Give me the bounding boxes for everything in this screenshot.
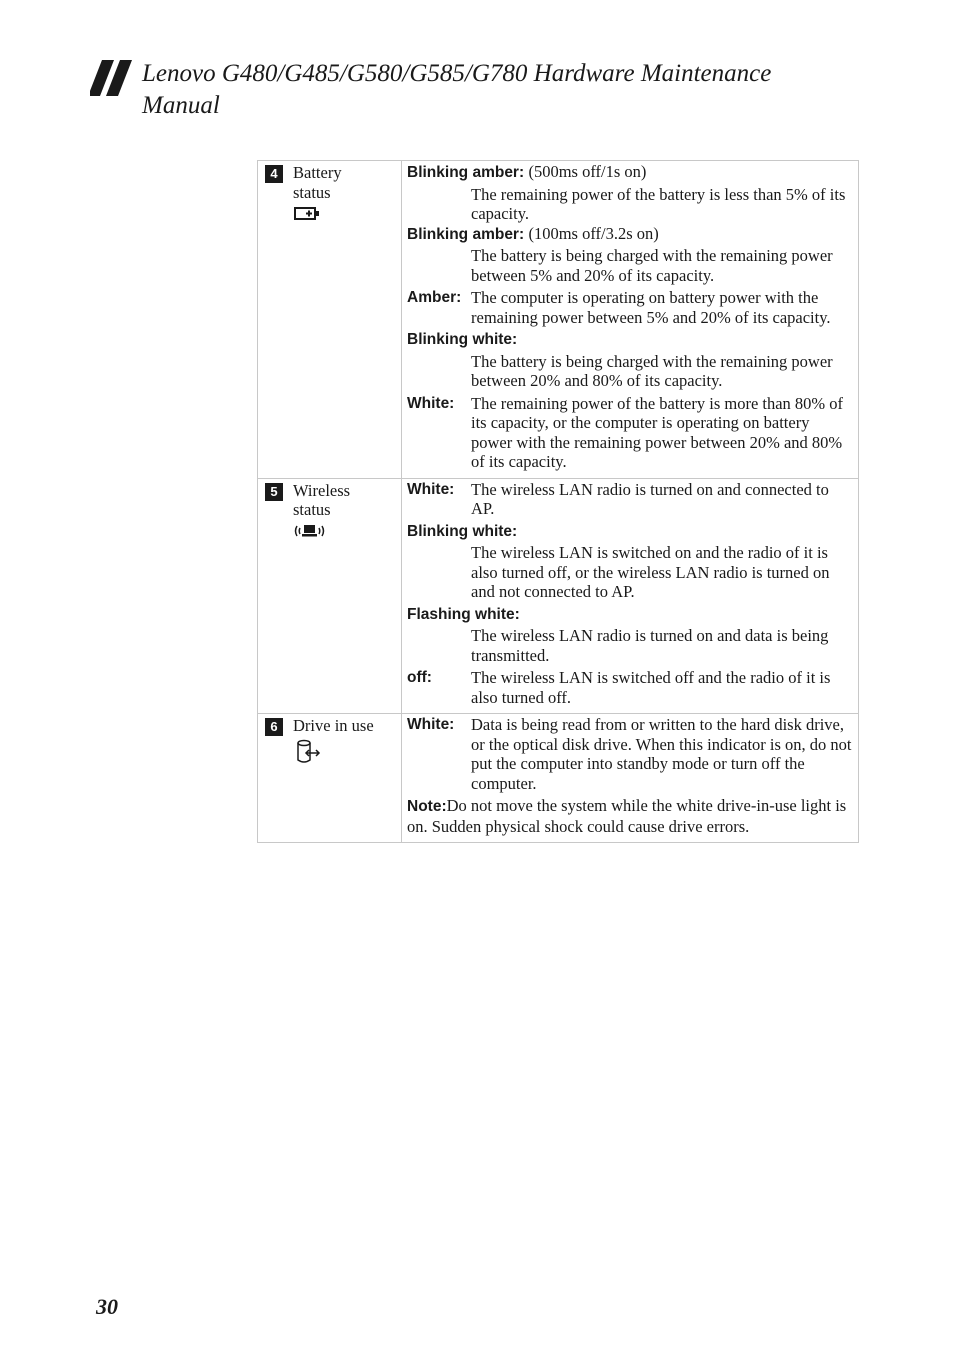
title-line-2: Manual xyxy=(142,92,220,119)
indicator-name: status xyxy=(293,500,331,519)
state-description: The wireless LAN radio is turned on and data is being transmitted. xyxy=(471,626,829,665)
indicator-description-cell xyxy=(402,478,859,714)
state-description: The wireless LAN is switched off and the radio of it is also turned off. xyxy=(471,668,831,707)
indicator-number: 6 xyxy=(265,718,283,736)
state-label: White: xyxy=(407,480,455,498)
table-row xyxy=(258,161,859,479)
drive-icon xyxy=(293,738,323,766)
state-entry xyxy=(407,668,852,707)
manual-title xyxy=(142,58,771,122)
indicator-name-cell xyxy=(258,478,402,714)
state-label: off: xyxy=(407,669,432,686)
wireless-icon xyxy=(293,522,327,540)
indicator-name-cell xyxy=(258,714,402,843)
state-description: The remaining power of the battery is less than 5% of its capacity. xyxy=(471,184,846,223)
state-description: The battery is being charged with the remaining power between 5% and 20% of its capacity. xyxy=(471,246,833,285)
indicator-table xyxy=(257,160,859,843)
state-heading: Flashing white: xyxy=(407,605,520,623)
state-heading: Blinking white: xyxy=(407,331,518,348)
state-entry xyxy=(407,715,852,793)
state-heading: Blinking amber: (500ms off/1s on) xyxy=(407,162,647,181)
indicator-number: 5 xyxy=(265,483,283,501)
battery-icon xyxy=(293,204,323,222)
state-description: The battery is being charged with the remaining power between 20% and 80% of its capacity. xyxy=(471,351,833,390)
state-label: White: xyxy=(407,716,455,733)
state-entry xyxy=(407,288,852,327)
title-line-1: Lenovo G480/G485/G580/G585/G780 Hardware Maintenance xyxy=(142,60,772,87)
state-label: White: xyxy=(407,394,455,412)
note-label: Note: xyxy=(407,798,447,815)
page-number: 30 xyxy=(96,1294,118,1319)
note-text: Do not move the system while the white drive-in-use light is on. Sudden physical shock could cause drive errors. xyxy=(407,796,847,836)
state-description: The wireless LAN radio is turned on and connected to AP. xyxy=(471,479,829,518)
indicator-name-cell xyxy=(258,161,402,479)
note xyxy=(407,796,852,836)
state-description: Data is being read from or written to the hard disk drive, or the optical disk drive. When this indicator is on, do not put the computer into standby mode or turn off the computer. xyxy=(471,715,852,793)
state-entry xyxy=(407,480,852,519)
state-heading: Blinking amber: (100ms off/3.2s on) xyxy=(407,223,659,243)
state-description: The remaining power of the battery is more than 80% of its capacity, or the computer is operating on battery power with the remaining power between 20% and 80% of its capacity. xyxy=(471,393,844,471)
state-description: The wireless LAN is switched on and the radio of it is also turned off, or the wireless LAN radio is turned on and not connected to AP. xyxy=(471,543,830,601)
state-entry xyxy=(407,394,852,472)
table-row xyxy=(258,478,859,714)
state-label: Amber: xyxy=(407,289,462,306)
indicator-name: status xyxy=(293,182,331,202)
indicator-name: Battery xyxy=(293,163,342,182)
indicator-description-cell xyxy=(402,161,859,479)
indicator-name: Wireless xyxy=(293,480,351,500)
state-heading: Blinking white: xyxy=(407,522,518,540)
indicator-number: 4 xyxy=(265,165,283,183)
state-description: The computer is operating on battery power with the remaining power between 5% and 20% of its capacity. xyxy=(471,288,831,327)
indicator-name: Drive in use xyxy=(293,716,374,735)
table-row xyxy=(258,714,859,843)
indicator-description-cell xyxy=(402,714,859,843)
manual-logo-icon xyxy=(90,60,136,96)
